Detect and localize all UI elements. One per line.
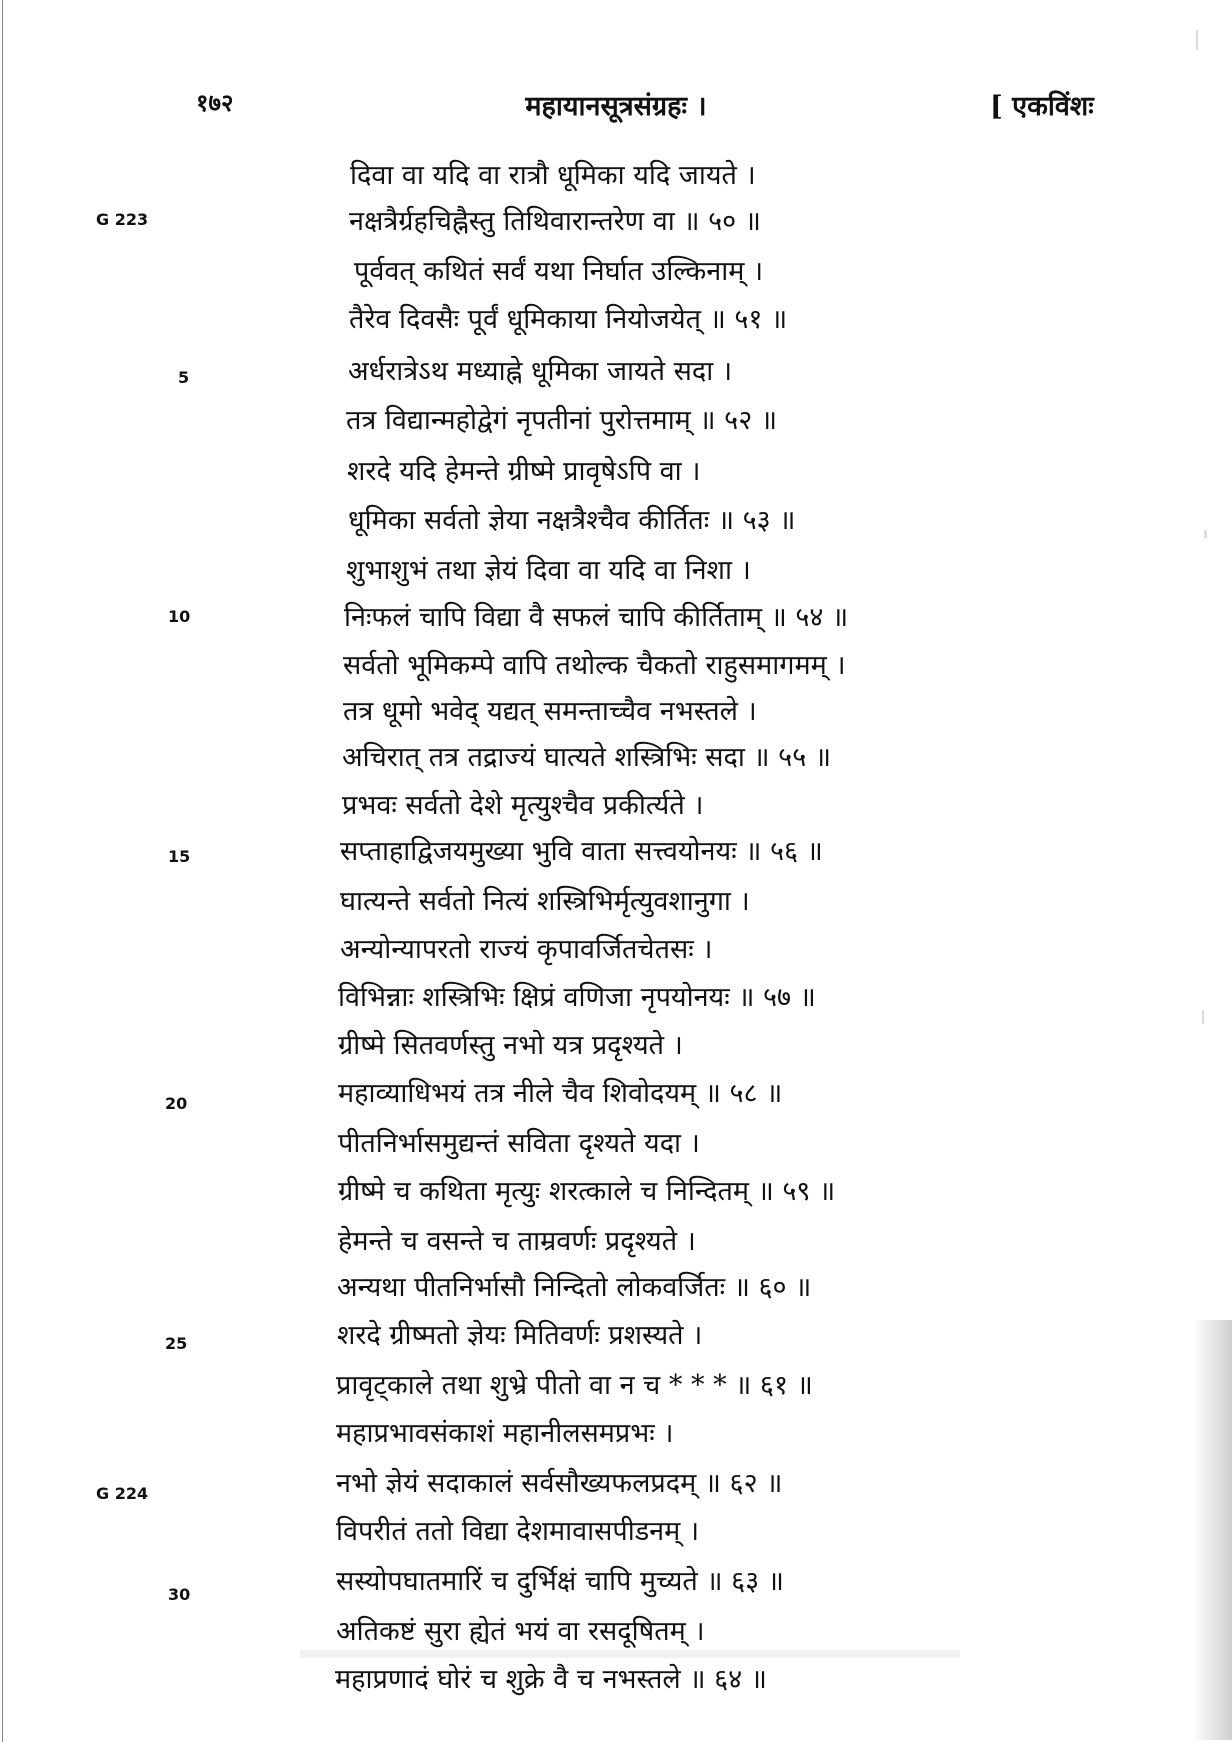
verse-line: सस्योपघातमारिं च दुर्भिक्षं चापि मुच्यते ॥ ६३ ॥ bbox=[336, 1566, 784, 1597]
verse-line: घात्यन्ते सर्वतो नित्यं शस्त्रिभिर्मृत्युवशानुगा । bbox=[340, 886, 750, 917]
verse-line: दिवा वा यदि वा रात्रौ धूमिका यदि जायते । bbox=[350, 160, 756, 191]
margin-label: 25 bbox=[165, 1334, 188, 1353]
verse-line: महाप्रणादं घोरं च शुक्रे वै च नभस्तले ॥ ६४ ॥ bbox=[335, 1664, 767, 1695]
scan-speck bbox=[1204, 530, 1207, 538]
verse-line: पूर्ववत् कथितं सर्वं यथा निर्घात उल्किनाम् । bbox=[354, 256, 764, 287]
verse-line: अर्धरात्रेऽथ मध्याह्ने धूमिका जायते सदा । bbox=[348, 356, 733, 387]
margin-label: 5 bbox=[178, 368, 190, 387]
verse-line: विभिन्नाः शस्त्रिभिः क्षिप्रं वणिजा नृपयोनयः ॥ ५७ ॥ bbox=[338, 982, 816, 1013]
page-header bbox=[0, 86, 1232, 126]
page-edge-rule bbox=[2, 0, 3, 1742]
margin-label: 15 bbox=[168, 847, 191, 866]
verse-line: महाप्रभावसंकाशं महानीलसमप्रभः । bbox=[336, 1418, 674, 1449]
verse-line: विपरीतं ततो विद्या देशमावासपीडनम् । bbox=[336, 1516, 700, 1547]
verse-line: तत्र धूमो भवेद् यद्यत् समन्ताच्चैव नभस्तले । bbox=[343, 696, 757, 727]
verse-line: नभो ज्ञेयं सदाकालं सर्वसौख्यफलप्रदम् ॥ ६२ ॥ bbox=[336, 1468, 783, 1499]
verse-line: सप्ताहाद्विजयमुख्या भुवि वाता सत्त्वयोनयः ॥ ५६ ॥ bbox=[340, 836, 823, 867]
verse-line: अन्योन्यापरतो राज्यं कृपावर्जितचेतसः । bbox=[340, 934, 713, 965]
verse-line: नक्षत्रैर्ग्रहचिह्नैस्तु तिथिवारान्तरेण वा ॥ ५० ॥ bbox=[349, 206, 761, 237]
verse-line: पीतनिर्भासमुद्यन्तं सविता दृश्यते यदा । bbox=[338, 1128, 700, 1159]
section-title: [ एकविंशः bbox=[990, 91, 1094, 122]
margin-label: 10 bbox=[168, 607, 191, 626]
margin-label: G 223 bbox=[96, 210, 149, 229]
verse-line: अन्यथा पीतनिर्भासौ निन्दितो लोकवर्जितः ॥ ६० ॥ bbox=[337, 1272, 812, 1303]
margin-label: G 224 bbox=[96, 1484, 149, 1503]
verse-line: अचिरात् तत्र तद्राज्यं घात्यते शस्त्रिभिः सदा ॥ ५५ ॥ bbox=[342, 742, 831, 773]
scan-speck bbox=[1196, 30, 1198, 50]
scan-shading bbox=[300, 1650, 960, 1658]
verse-line: ग्रीष्मे च कथिता मृत्युः शरत्काले च निन्दितम् ॥ ५९ ॥ bbox=[338, 1176, 836, 1207]
verse-line: प्रभवः सर्वतो देशे मृत्युश्चैव प्रकीर्त्यते । bbox=[342, 790, 704, 821]
verse-line: तत्र विद्यान्महोद्वेगं नृपतीनां पुरोत्तमाम् ॥ ५२ ॥ bbox=[346, 405, 778, 436]
scan-speck bbox=[1202, 1010, 1204, 1024]
margin-label: 20 bbox=[165, 1094, 188, 1113]
verse-line: शरदे ग्रीष्मतो ज्ञेयः मितिवर्णः प्रशस्यते । bbox=[337, 1320, 703, 1351]
running-title: महायानसूत्रसंग्रहः । bbox=[525, 91, 707, 122]
verse-line: शरदे यदि हेमन्ते ग्रीष्मे प्रावृषेऽपि वा । bbox=[347, 456, 701, 487]
verse-line: धूमिका सर्वतो ज्ञेया नक्षत्रैश्चैव कीर्तितः ॥ ५३ ॥ bbox=[348, 505, 796, 536]
verse-line: हेमन्ते च वसन्ते च ताम्रवर्णः प्रदृश्यते । bbox=[338, 1226, 696, 1257]
verse-line: तैरेव दिवसैः पूर्वं धूमिकाया नियोजयेत् ॥ ५१ ॥ bbox=[349, 304, 788, 335]
verse-line: ग्रीष्मे सितवर्णस्तु नभो यत्र प्रदृश्यते । bbox=[338, 1030, 683, 1061]
page-number: १७२ bbox=[196, 88, 234, 117]
verse-line: प्रावृट्काले तथा शुभ्रे पीतो वा न च * * * ॥ ६१ ॥ bbox=[336, 1370, 813, 1401]
verse-line: सर्वतो भूमिकम्पे वापि तथोल्क चैकतो राहुसमागमम् । bbox=[343, 650, 846, 681]
verse-line: अतिकष्टं सुरा ह्येतं भयं वा रसदूषितम् । bbox=[336, 1616, 705, 1647]
verse-line: शुभाशुभं तथा ज्ञेयं दिवा वा यदि वा निशा । bbox=[346, 555, 751, 586]
margin-label: 30 bbox=[168, 1585, 191, 1604]
verse-line: निःफलं चापि विद्या वै सफलं चापि कीर्तिताम् ॥ ५४ ॥ bbox=[344, 602, 849, 633]
verse-line: महाव्याधिभयं तत्र नीले चैव शिवोदयम् ॥ ५८ ॥ bbox=[338, 1078, 783, 1109]
scan-smudge bbox=[1192, 1320, 1232, 1740]
